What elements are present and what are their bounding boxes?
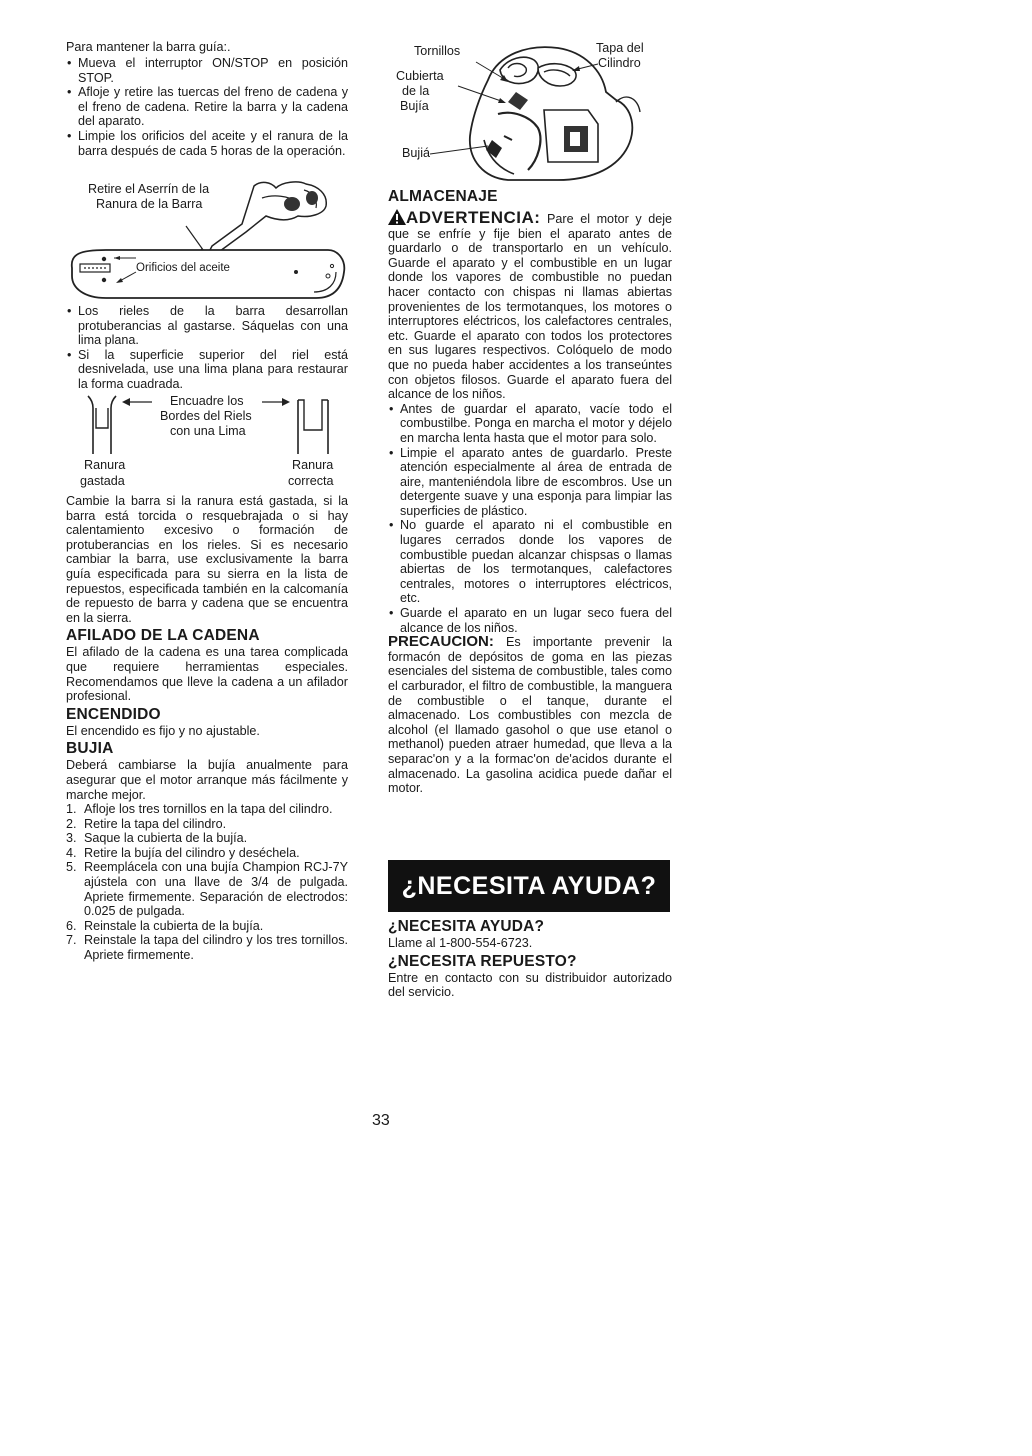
correct-groove-label-1: Ranura	[292, 458, 334, 472]
warning-title: ADVERTENCIA:	[406, 208, 541, 227]
list-item: • Mueva el interruptor ON/STOP en posición STOP.	[66, 56, 348, 85]
list-item: • No guarde el aparato ni el combustible en lugares cerrados donde los vapores de combustible puedan alcanzar chispsas o llamas abiertas de los termotanques, calefactores centrales, motores o interruptores eléctricos, etc.	[388, 518, 672, 606]
list-item: 5. Reemplácela con una bujía Champion RCJ-7Y ajústela con una llave de 3/4 de pulgada. Apriete firmemente. Separación de electrodos: 0.025 de pulgada.	[66, 860, 348, 919]
left-lower-section	[66, 494, 348, 963]
engine-figure	[388, 40, 672, 186]
encendido-text: El encendido es fijo y no ajustable.	[66, 723, 260, 738]
rail-groove-figure	[66, 394, 348, 490]
list-item: • Antes de guardar el aparato, vacíe todo el combustilbe. Ponga en marcha el motor y déjelo en marcha lenta hasta que el motor para solo.	[388, 402, 672, 446]
guide-bar-figure	[66, 180, 348, 300]
bujia-figure-label: Bujiá	[402, 146, 431, 160]
list-item: • Si la superficie superior del riel está desnivelada, use una lima plana para restaurar la forma cuadrada.	[66, 348, 348, 392]
oil-holes-label: Orificios del aceite	[136, 262, 230, 274]
afilado-text: El afilado de la cadena es una tarea complicada que requiere herramientas especiales. Recomendamos que lleve la cadena a un afilador profesional.	[66, 645, 348, 704]
rail-center-label-2: Bordes del Riels	[160, 409, 252, 423]
help-heading: ¿NECESITA AYUDA?	[388, 918, 545, 935]
precaucion-paragraph	[388, 635, 672, 796]
bujia-steps-list	[66, 802, 348, 963]
repuesto-heading: ¿NECESITA REPUESTO?	[388, 952, 577, 970]
bujia-text: Deberá cambiarse la bujía anualmente para asegurar que el motor arranque más fácilmente y marche mejor.	[66, 758, 348, 802]
guide-bar-drawing	[66, 180, 348, 300]
list-item: • Guarde el aparato en un lugar seco fuera del alcance de los niños.	[388, 606, 672, 635]
precaucion-title: PRECAUCION:	[388, 633, 494, 651]
rail-center-label-3: con una Lima	[170, 424, 246, 438]
list-item: 1. Afloje los tres tornillos en la tapa del cilindro.	[66, 802, 333, 817]
list-item: 2. Retire la tapa del cilindro.	[66, 816, 227, 831]
warning-text: Pare el motor y deje que se enfríe y fije bien el aparato antes de guardarlo o de transportarlo en un vehículo. Guarde el aparato y el combustible en un lugar donde los vapores de combustible no puedan hacer contacto con chispas ni llamas abiertas provenientes de los termotanques, los motores o interruptores eléctricos, los calefactores centrales, etc. Guarde el aparato con todos los protectores en sus lugares respectivos. Colóquelo de modo que no pueda haber accidentes a los transeúntes con objetos filosos. Guarde el aparato fuera del alcance de los niños.	[388, 212, 673, 402]
list-item: • Los rieles de la barra desarrollan protuberancias al gastarse. Sáquelas con una lima plana.	[66, 304, 348, 348]
bar-maintenance-list	[66, 56, 348, 158]
replace-bar-paragraph: Cambie la barra si la ranura está gastada, si la barra está torcida o resquebrajada o si hay calentamiento excesivo o formación de protuberancias en los rieles. Si es necesario cambiar la barra, use exclusivamente la barra guía especificada para su sierra en la lista de repuestos, especificada también en la calcomanía de repuesto de barra y cadena que se encuentra en la sierra.	[66, 494, 348, 625]
tapa-label-1: Tapa del	[596, 41, 644, 55]
correct-groove-label-2: correcta	[288, 474, 334, 488]
tapa-label-2: Cilindro	[598, 56, 641, 70]
list-item: • Limpie los orificios del aceite y el ranura de la barra después de cada 5 horas de la operación.	[66, 129, 348, 158]
list-item: 6. Reinstale la cubierta de la bujía.	[66, 918, 264, 933]
worn-groove-label-2: gastada	[80, 474, 125, 488]
intro-text: Para mantener la barra guía:.	[66, 40, 231, 54]
list-item: • Limpie el aparato antes de guardarlo. Preste atención especialmente al área de entrada de aire, manteniéndola libre de escombros. Use un detergente suave y una esponja para limpiar las superficies de plástico.	[388, 446, 672, 519]
bujia-heading: BUJIA	[66, 740, 114, 758]
cubierta-label-1: Cubierta	[396, 69, 444, 83]
cubierta-label-2: de la	[402, 84, 430, 98]
cubierta-label-3: Bujía	[400, 99, 429, 113]
rail-center-label-1: Encuadre los	[170, 394, 244, 408]
list-item: 3. Saque la cubierta de la bujía.	[66, 831, 248, 846]
list-item: • Afloje y retire las tuercas del freno de cadena y el freno de cadena. Retire la barra y la cadena del aparato.	[66, 85, 348, 129]
warning-triangle-icon	[388, 209, 406, 225]
remove-sawdust-label-1: Retire el Aserrín de la	[88, 182, 210, 196]
storage-list	[388, 402, 672, 636]
help-section	[388, 916, 672, 1000]
remove-sawdust-label-2: Ranura de la Barra	[96, 197, 203, 211]
rail-care-list	[66, 304, 348, 392]
precaucion-text: Es importante prevenir la formacón de depósitos de goma en las piezas esenciales del sistema de combustible, tales como el carburador, el filtro de combustible, la manguera de combustible o el tanque, durante el almacenado. Los combustibles con mezcla de alcohol (el llamado gasohol o que use etanol o methanol) pueden atraer humedad, que lleva a la separac'on y a la formac'on de'acidos durante el almacenado. La gasolina acidica puede dañar el motor.	[388, 635, 673, 796]
list-item: 4. Retire la bujía del cilindro y deséchela.	[66, 845, 300, 860]
worn-groove-label-1: Ranura	[84, 458, 126, 472]
afilado-heading: AFILADO DE LA CADENA	[66, 627, 260, 645]
warning-paragraph	[388, 209, 672, 402]
right-text-section	[388, 186, 672, 796]
encendido-heading: ENCENDIDO	[66, 705, 161, 723]
list-item: 7. Reinstale la tapa del cilindro y los tres tornillos. Apriete firmemente.	[66, 933, 348, 963]
almacenaje-heading: ALMACENAJE	[388, 188, 498, 205]
tornillos-label: Tornillos	[414, 44, 461, 58]
help-banner: ¿NECESITA AYUDA?	[388, 860, 670, 912]
page-number: 33	[372, 1112, 390, 1129]
repuesto-text: Entre en contacto con su distribuidor autorizado del servicio.	[388, 970, 672, 1000]
help-text: Llame al 1-800-554-6723.	[388, 936, 533, 950]
